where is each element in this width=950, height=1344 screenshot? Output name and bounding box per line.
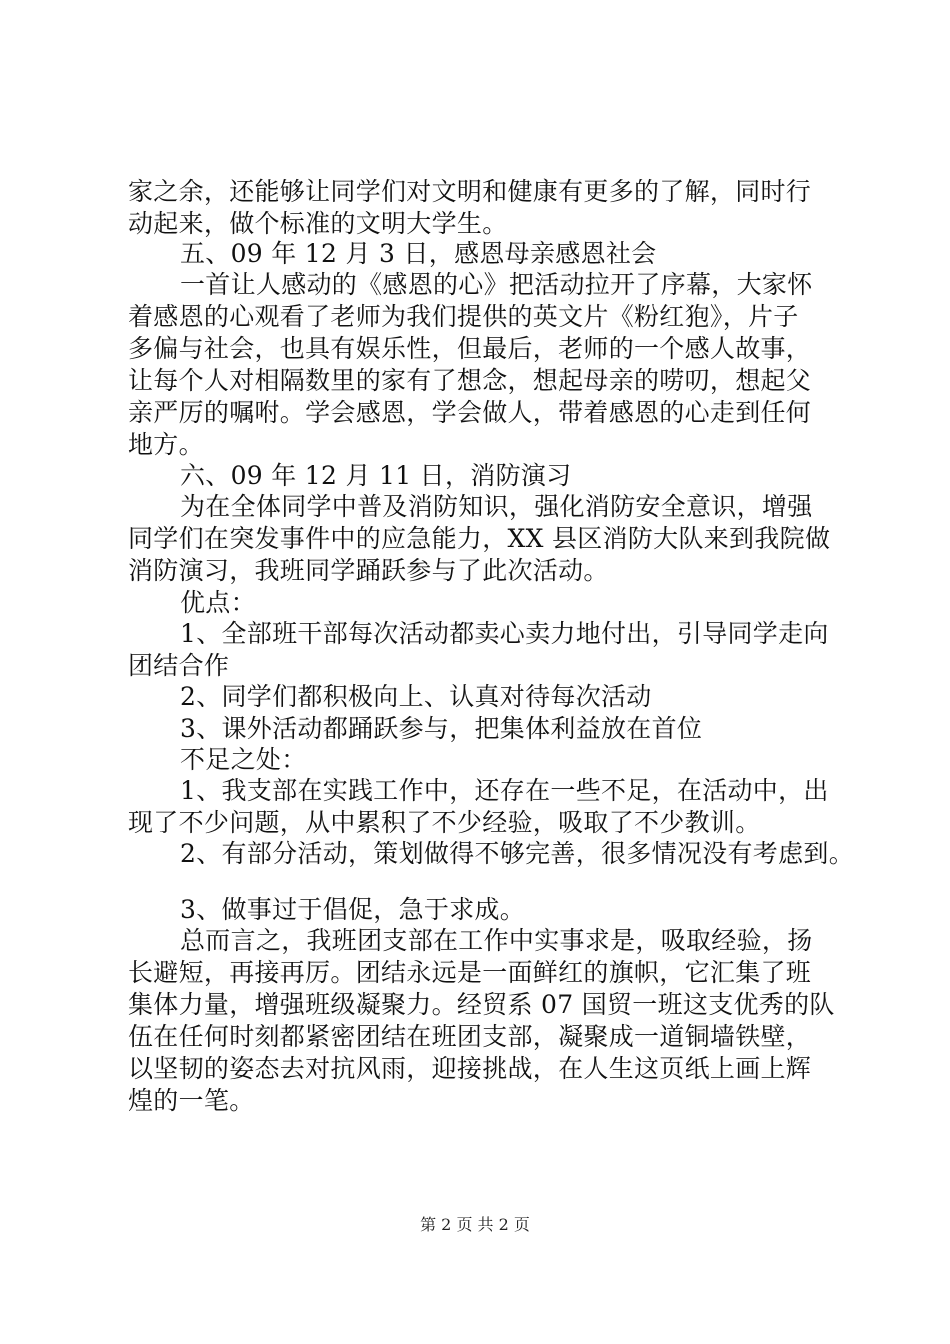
text-line: 总而言之，我班团支部在工作中实事求是，吸取经验，扬: [180, 926, 813, 955]
text-line: 同学们在突发事件中的应急能力，XX 县区消防大队来到我院做: [128, 524, 831, 553]
list-item-continued: 团结合作: [128, 651, 230, 680]
text-line: 着感恩的心观看了老师为我们提供的英文片《粉红狍》，片子: [128, 302, 799, 331]
text-line: 为在全体同学中普及消防知识，强化消防安全意识，增强: [180, 492, 813, 521]
list-item-continued: 现了不少问题，从中累积了不少经验，吸取了不少教训。: [128, 808, 761, 837]
text-line: 地方。: [128, 430, 204, 459]
subheading-strengths: 优点：: [180, 588, 256, 617]
section-heading: 六、09 年 12 月 11 日，消防演习: [180, 461, 572, 490]
list-item: 1、我支部在实践工作中，还存在一些不足，在活动中，出: [180, 776, 829, 805]
text-line: 伍在任何时刻都紧密团结在班团支部，凝聚成一道铜墙铁壁，: [128, 1022, 812, 1051]
text-line: 消防演习，我班同学踊跃参与了此次活动。: [128, 556, 609, 585]
list-item: 1、全部班干部每次活动都卖心卖力地付出，引导同学走向: [180, 619, 829, 648]
list-item: 2、有部分活动，策划做得不够完善，很多情况没有考虑到。: [180, 839, 855, 868]
text-line: 多偏与社会，也具有娱乐性，但最后，老师的一个感人故事，: [128, 334, 812, 363]
list-item: 3、课外活动都踊跃参与，把集体利益放在首位: [180, 714, 703, 743]
text-line: 煌的一笔。: [128, 1086, 255, 1115]
text-line: 集体力量，增强班级凝聚力。经贸系 07 国贸一班这支优秀的队: [128, 990, 835, 1019]
text-line: 让每个人对相隔数里的家有了想念，想起母亲的唠叨，想起父: [128, 366, 812, 395]
text-line: 以坚韧的姿态去对抗风雨，迎接挑战，在人生这页纸上画上辉: [128, 1054, 812, 1083]
text-line: 长避短，再接再厉。团结永远是一面鲜红的旗帜，它汇集了班: [128, 958, 812, 987]
subheading-weaknesses: 不足之处：: [180, 745, 307, 774]
text-line: 家之余，还能够让同学们对文明和健康有更多的了解，同时行: [128, 177, 812, 206]
text-line: 亲严厉的嘱咐。学会感恩，学会做人，带着感恩的心走到任何: [128, 398, 812, 427]
section-heading: 五、09 年 12 月 3 日，感恩母亲感恩社会: [180, 239, 657, 268]
list-item: 3、做事过于倡促，急于求成。: [180, 895, 526, 924]
page-footer: 第 2 页 共 2 页: [420, 1215, 530, 1234]
list-item: 2、同学们都积极向上、认真对待每次活动: [180, 682, 652, 711]
text-line: 一首让人感动的《感恩的心》把活动拉开了序幕，大家怀: [180, 270, 813, 299]
text-line: 动起来，做个标准的文明大学生。: [128, 209, 508, 238]
